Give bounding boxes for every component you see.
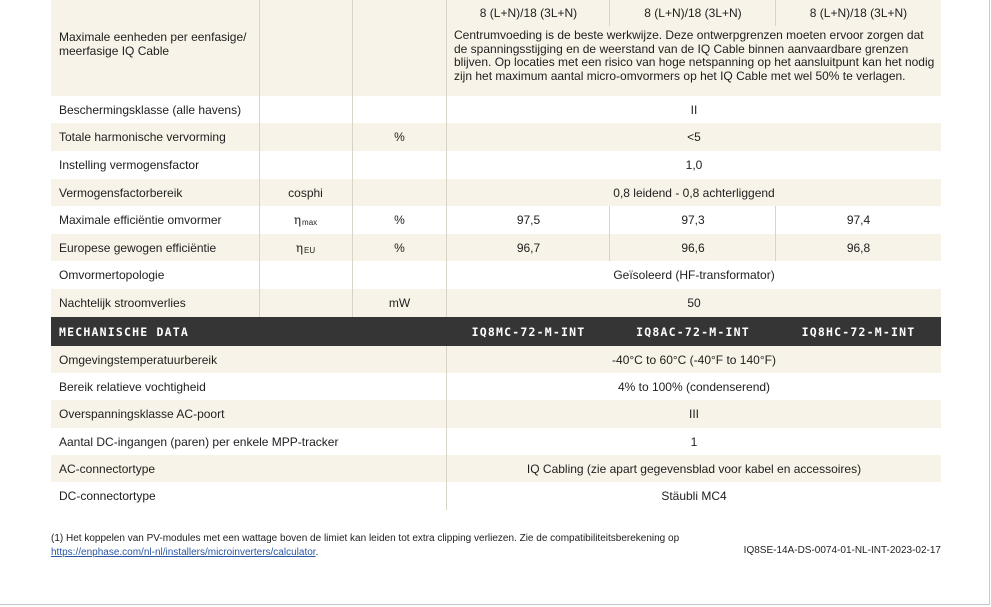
row-label: Beschermingsklasse (alle havens) <box>59 102 242 117</box>
row-label: Vermogensfactorbereik <box>59 185 183 200</box>
design-note-text: Centrumvoeding is de beste werkwijze. Deze ontwerpgrenzen moeten ervoor zorgen dat de spanningsstijging en de weerstand van de IQ Cable binnen aanvaardbare grenzen blijven. Op locaties met een risico van hoge netspanning op het aansluitpunt kan het nodig zijn het maximum aantal micro-omvormers op het IQ Cable met wel 50% te verlagen. <box>454 28 935 83</box>
row-value: III <box>688 407 699 421</box>
row-unit: % <box>394 213 405 227</box>
row-unit: % <box>394 130 405 144</box>
max-units-value: 8 (L+N)/18 (3L+N) <box>809 6 908 20</box>
row-label: Bereik relatieve vochtigheid <box>59 379 206 394</box>
row-symbol <box>259 234 352 261</box>
row-label: Instelling vermogensfactor <box>59 158 200 172</box>
row-value: 97,5 <box>516 213 541 227</box>
spec-row <box>51 400 941 428</box>
row-value: 1 <box>690 434 698 449</box>
row-label: Omgevingstemperatuurbereik <box>59 352 218 367</box>
row-label: Totale harmonische vervorming <box>59 130 226 144</box>
spec-row <box>51 123 941 151</box>
row-value: IQ Cabling (zie apart gegevensblad voor kabel en accessoires) <box>526 461 862 476</box>
spec-row <box>51 346 941 373</box>
row-label: DC-connectortype <box>59 489 156 503</box>
row-label: Nachtelijk stroomverlies <box>59 296 186 310</box>
row-label-line: Maximale eenheden per eenfasige/ <box>59 30 247 44</box>
row-value: 50 <box>687 296 701 310</box>
spec-row <box>51 179 941 206</box>
max-units-value: 8 (L+N)/18 (3L+N) <box>644 6 742 20</box>
spec-row <box>51 428 941 455</box>
row-value: 96,7 <box>516 240 541 255</box>
row-unit: mW <box>388 296 411 310</box>
row-unit: % <box>394 240 405 255</box>
eta-symbol: η <box>295 240 304 255</box>
symbol-subscript: EU <box>304 245 316 255</box>
row-label-line: meerfasige IQ Cable <box>59 44 170 58</box>
document-id: IQ8SE-14A-DS-0074-01-NL-INT-2023-02-17 <box>743 545 941 556</box>
section-title: MECHANISCHE DATA <box>59 324 189 339</box>
calculator-link[interactable]: https://enphase.com/nl-nl/installers/microinverters/calculator <box>51 546 316 558</box>
row-label: AC-connectortype <box>59 461 156 476</box>
row-value: -40°C to 60°C (-40°F to 140°F) <box>612 352 776 367</box>
footnote-period: . <box>315 546 319 558</box>
design-note <box>447 29 941 93</box>
section-header-mechanical <box>51 317 941 346</box>
row-label: Maximale efficiëntie omvormer <box>59 213 222 227</box>
spec-row <box>51 289 941 317</box>
spec-row <box>51 206 941 234</box>
row-label <box>59 30 246 66</box>
row-value: 4% to 100% (condenserend) <box>617 379 771 394</box>
row-label: Aantal DC-ingangen (paren) per enkele MPP-tracker <box>59 434 339 449</box>
row-label: Omvormertopologie <box>59 268 165 282</box>
spec-row <box>51 96 941 123</box>
row-value: 1,0 <box>685 158 703 172</box>
spec-row <box>51 151 941 179</box>
footnote-text: (1) Het koppelen van PV-modules met een wattage boven de limiet kan leiden tot extra clipping verliezen. Zie de compatibiliteitsberekening op <box>51 533 680 544</box>
spec-row <box>51 373 941 400</box>
spec-row <box>51 261 941 289</box>
row-value: II <box>690 102 698 117</box>
model-name: IQ8AC-72-M-INT <box>636 324 750 339</box>
row-value: 97,4 <box>846 213 871 227</box>
max-units-row <box>51 0 941 96</box>
row-value: 0,8 leidend - 0,8 achterliggend <box>613 185 775 200</box>
row-value: <5 <box>687 130 701 144</box>
model-name: IQ8HC-72-M-INT <box>801 324 916 339</box>
max-units-value: 8 (L+N)/18 (3L+N) <box>479 6 578 20</box>
row-value: 96,8 <box>846 240 871 255</box>
symbol-subscript: max <box>302 218 318 227</box>
row-label: Europese gewogen efficiëntie <box>59 240 217 255</box>
row-value: 97,3 <box>681 213 705 227</box>
eta-symbol: η <box>293 213 302 227</box>
row-symbol <box>259 206 352 234</box>
row-value: Geïsoleerd (HF-transformator) <box>613 268 775 282</box>
row-value: 96,6 <box>681 240 705 255</box>
row-label: Overspanningsklasse AC-poort <box>59 407 225 421</box>
model-name: IQ8MC-72-M-INT <box>471 324 586 339</box>
spec-row <box>51 455 941 482</box>
spec-row <box>51 234 941 261</box>
spec-row <box>51 482 941 510</box>
row-value: Stäubli MC4 <box>661 489 727 503</box>
row-symbol: cosphi <box>288 185 323 200</box>
footnote <box>51 532 731 559</box>
